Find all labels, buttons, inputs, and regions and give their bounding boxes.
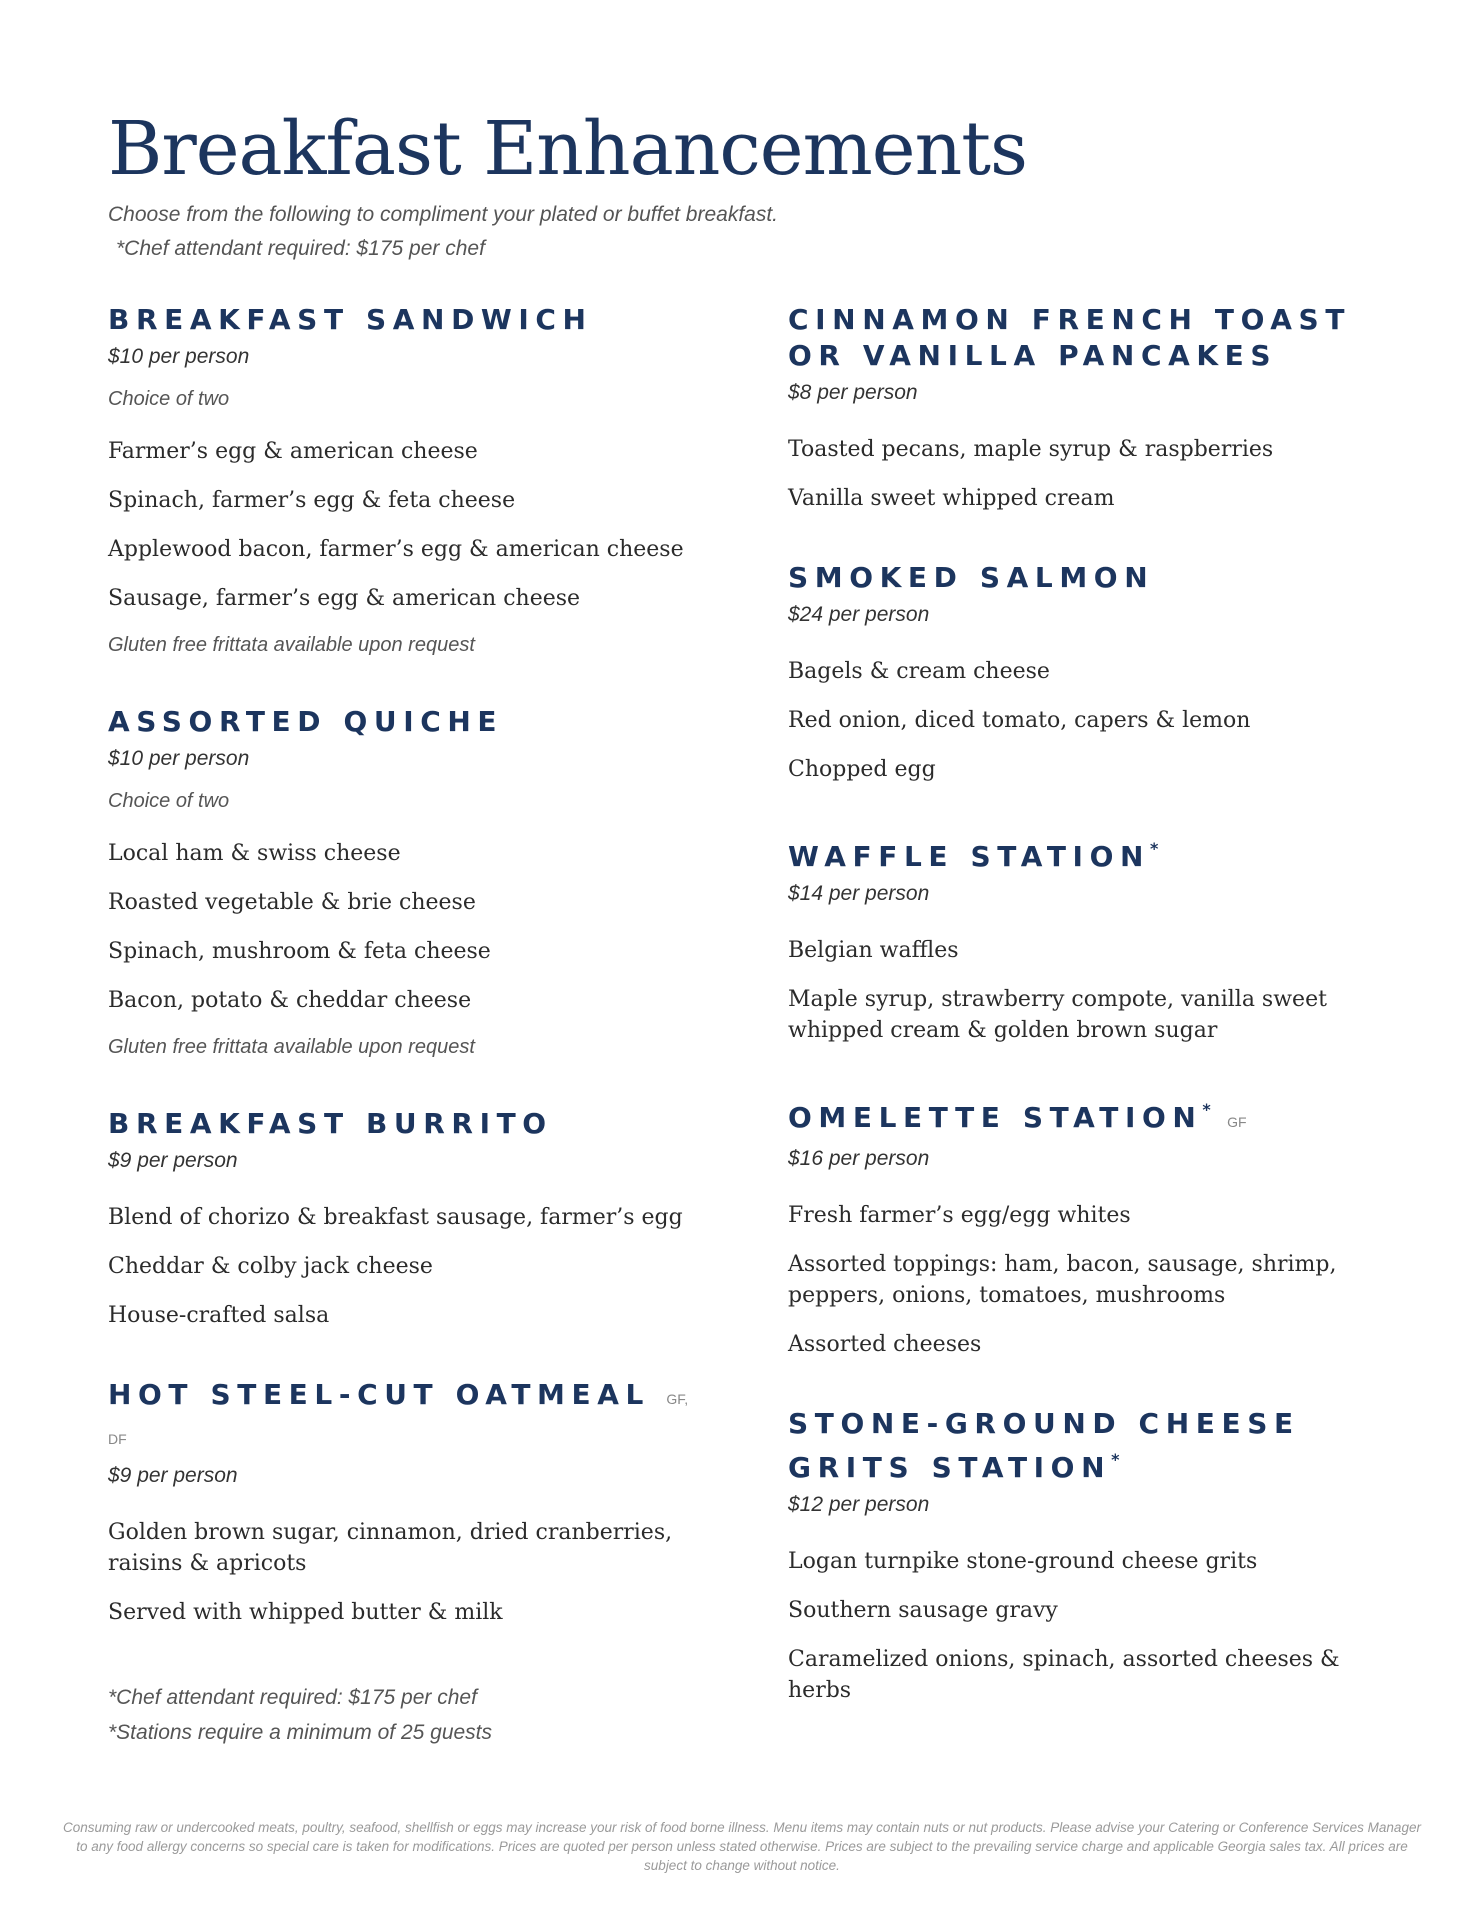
list-item: Roasted vegetable & brie cheese bbox=[108, 890, 476, 915]
item-list bbox=[788, 935, 1388, 1046]
section-title-text: BREAKFAST BURRITO bbox=[108, 1107, 553, 1140]
choice-note: Choice of two bbox=[108, 790, 230, 812]
section-price: $24 per person bbox=[788, 603, 930, 626]
list-item: Southern sausage gravy bbox=[788, 1598, 1058, 1623]
chef-attendant-note: *Chef attendant required: $175 per chef bbox=[116, 237, 485, 260]
section-title-text: HOT STEEL-CUT OATMEAL bbox=[108, 1378, 650, 1411]
list-item: Spinach, mushroom & feta cheese bbox=[108, 939, 491, 964]
section-title-text: WAFFLE STATION bbox=[788, 840, 1151, 873]
page-subtitle: Choose from the following to compliment your plated or buffet breakfast. bbox=[108, 203, 779, 226]
list-item: Logan turnpike stone-ground cheese grits bbox=[788, 1549, 1258, 1574]
item-list bbox=[788, 1546, 1388, 1706]
menu-section bbox=[788, 1092, 1388, 1360]
list-item: Chopped egg bbox=[788, 757, 936, 782]
list-item: Caramelized onions, spinach, assorted cheeses & herbs bbox=[788, 1647, 1340, 1703]
section-price: $8 per person bbox=[788, 381, 918, 404]
item-list bbox=[788, 434, 1388, 514]
choice-note: Choice of two bbox=[108, 388, 230, 410]
section-title bbox=[108, 1106, 708, 1142]
menu-section bbox=[108, 704, 708, 1060]
list-item: Belgian waffles bbox=[788, 938, 959, 963]
list-item: Bagels & cream cheese bbox=[788, 659, 1050, 684]
section-title bbox=[788, 560, 1388, 596]
list-item: Local ham & swiss cheese bbox=[108, 841, 401, 866]
gluten-free-note: Gluten free frittata available upon request bbox=[108, 1036, 475, 1058]
list-item: Spinach, farmer’s egg & feta cheese bbox=[108, 488, 516, 513]
menu-section bbox=[788, 302, 1388, 514]
item-list bbox=[108, 1202, 708, 1331]
section-title bbox=[108, 704, 708, 740]
section-price: $16 per person bbox=[788, 1147, 930, 1170]
menu-section bbox=[108, 1377, 708, 1628]
list-item: Red onion, diced tomato, capers & lemon bbox=[788, 708, 1251, 733]
list-item: Applewood bacon, farmer’s egg & american cheese bbox=[108, 537, 684, 562]
section-title-text: CINNAMON FRENCH TOAST OR VANILLA PANCAKES bbox=[788, 303, 1352, 372]
section-title bbox=[788, 1092, 1388, 1140]
list-item: Toasted pecans, maple syrup & raspberries bbox=[788, 437, 1274, 462]
section-price: $14 per person bbox=[788, 882, 930, 905]
footer-notes bbox=[108, 1680, 492, 1750]
chef-attendant-asterisk: * bbox=[1150, 839, 1159, 858]
section-title-text: SMOKED SALMON bbox=[788, 561, 1155, 594]
list-item: Maple syrup, strawberry compote, vanilla sweet whipped cream & golden brown sugar bbox=[788, 987, 1327, 1043]
section-title bbox=[788, 1406, 1388, 1486]
section-title bbox=[108, 302, 708, 338]
menu-section bbox=[788, 560, 1388, 785]
section-title-text: ASSORTED QUICHE bbox=[108, 705, 504, 738]
right-column bbox=[788, 302, 1388, 1752]
legal-disclaimer: Consuming raw or undercooked meats, poultry, seafood, shellfish or eggs may increase your risk of food borne illness. Menu items may contain nuts or nut products. Please advise your Catering or Conference Services Manager to any food allergy concerns so special care is taken for modifications. Prices are quoted per person unless stated otherwise. Prices are subject to the prevailing service charge and applicable Georgia sales tax. All prices are subject to change without notice. bbox=[63, 1820, 1421, 1873]
list-item: Farmer’s egg & american cheese bbox=[108, 439, 478, 464]
section-title bbox=[788, 831, 1388, 875]
menu-section bbox=[108, 302, 708, 658]
list-item: Sausage, farmer’s egg & american cheese bbox=[108, 586, 581, 611]
dietary-tag: GF bbox=[1227, 1114, 1247, 1130]
list-item: Golden brown sugar, cinnamon, dried cranberries, raisins & apricots bbox=[108, 1520, 673, 1576]
section-price: $9 per person bbox=[108, 1464, 238, 1487]
item-list bbox=[788, 656, 1388, 785]
menu-section bbox=[788, 831, 1388, 1046]
item-list bbox=[108, 838, 708, 1016]
list-item: Cheddar & colby jack cheese bbox=[108, 1254, 433, 1279]
chef-attendant-footnote: *Chef attendant required: $175 per chef bbox=[108, 1686, 477, 1709]
section-price: $9 per person bbox=[108, 1149, 238, 1172]
list-item: Served with whipped butter & milk bbox=[108, 1600, 503, 1625]
left-column bbox=[108, 302, 708, 1674]
page-title: Breakfast Enhancements bbox=[108, 106, 1027, 192]
section-price: $10 per person bbox=[108, 345, 250, 368]
section-title-text: STONE-GROUND CHEESE GRITS STATION bbox=[788, 1407, 1300, 1484]
menu-section bbox=[108, 1106, 708, 1331]
stations-minimum-footnote: *Stations require a minimum of 25 guests bbox=[108, 1721, 493, 1744]
list-item: Vanilla sweet whipped cream bbox=[788, 486, 1115, 511]
section-title-text: BREAKFAST SANDWICH bbox=[108, 303, 593, 336]
section-title-text: OMELETTE STATION bbox=[788, 1101, 1203, 1134]
section-title bbox=[108, 1377, 708, 1457]
list-item: Assorted cheeses bbox=[788, 1332, 982, 1357]
dietary-tag: GF, DF bbox=[108, 1391, 689, 1447]
menu-section bbox=[788, 1406, 1388, 1706]
section-price: $12 per person bbox=[788, 1493, 930, 1516]
section-title bbox=[788, 302, 1388, 374]
list-item: Bacon, potato & cheddar cheese bbox=[108, 988, 472, 1013]
list-item: Fresh farmer’s egg/egg whites bbox=[788, 1203, 1131, 1228]
list-item: Blend of chorizo & breakfast sausage, farmer’s egg bbox=[108, 1205, 683, 1230]
item-list bbox=[108, 436, 708, 614]
chef-attendant-asterisk: * bbox=[1202, 1100, 1211, 1119]
section-price: $10 per person bbox=[108, 747, 250, 770]
chef-attendant-asterisk: * bbox=[1111, 1450, 1120, 1469]
list-item: House-crafted salsa bbox=[108, 1303, 330, 1328]
list-item: Assorted toppings: ham, bacon, sausage, shrimp, peppers, onions, tomatoes, mushrooms bbox=[788, 1252, 1337, 1308]
gluten-free-note: Gluten free frittata available upon request bbox=[108, 634, 475, 656]
item-list bbox=[108, 1517, 708, 1628]
item-list bbox=[788, 1200, 1388, 1360]
intro bbox=[108, 198, 778, 266]
